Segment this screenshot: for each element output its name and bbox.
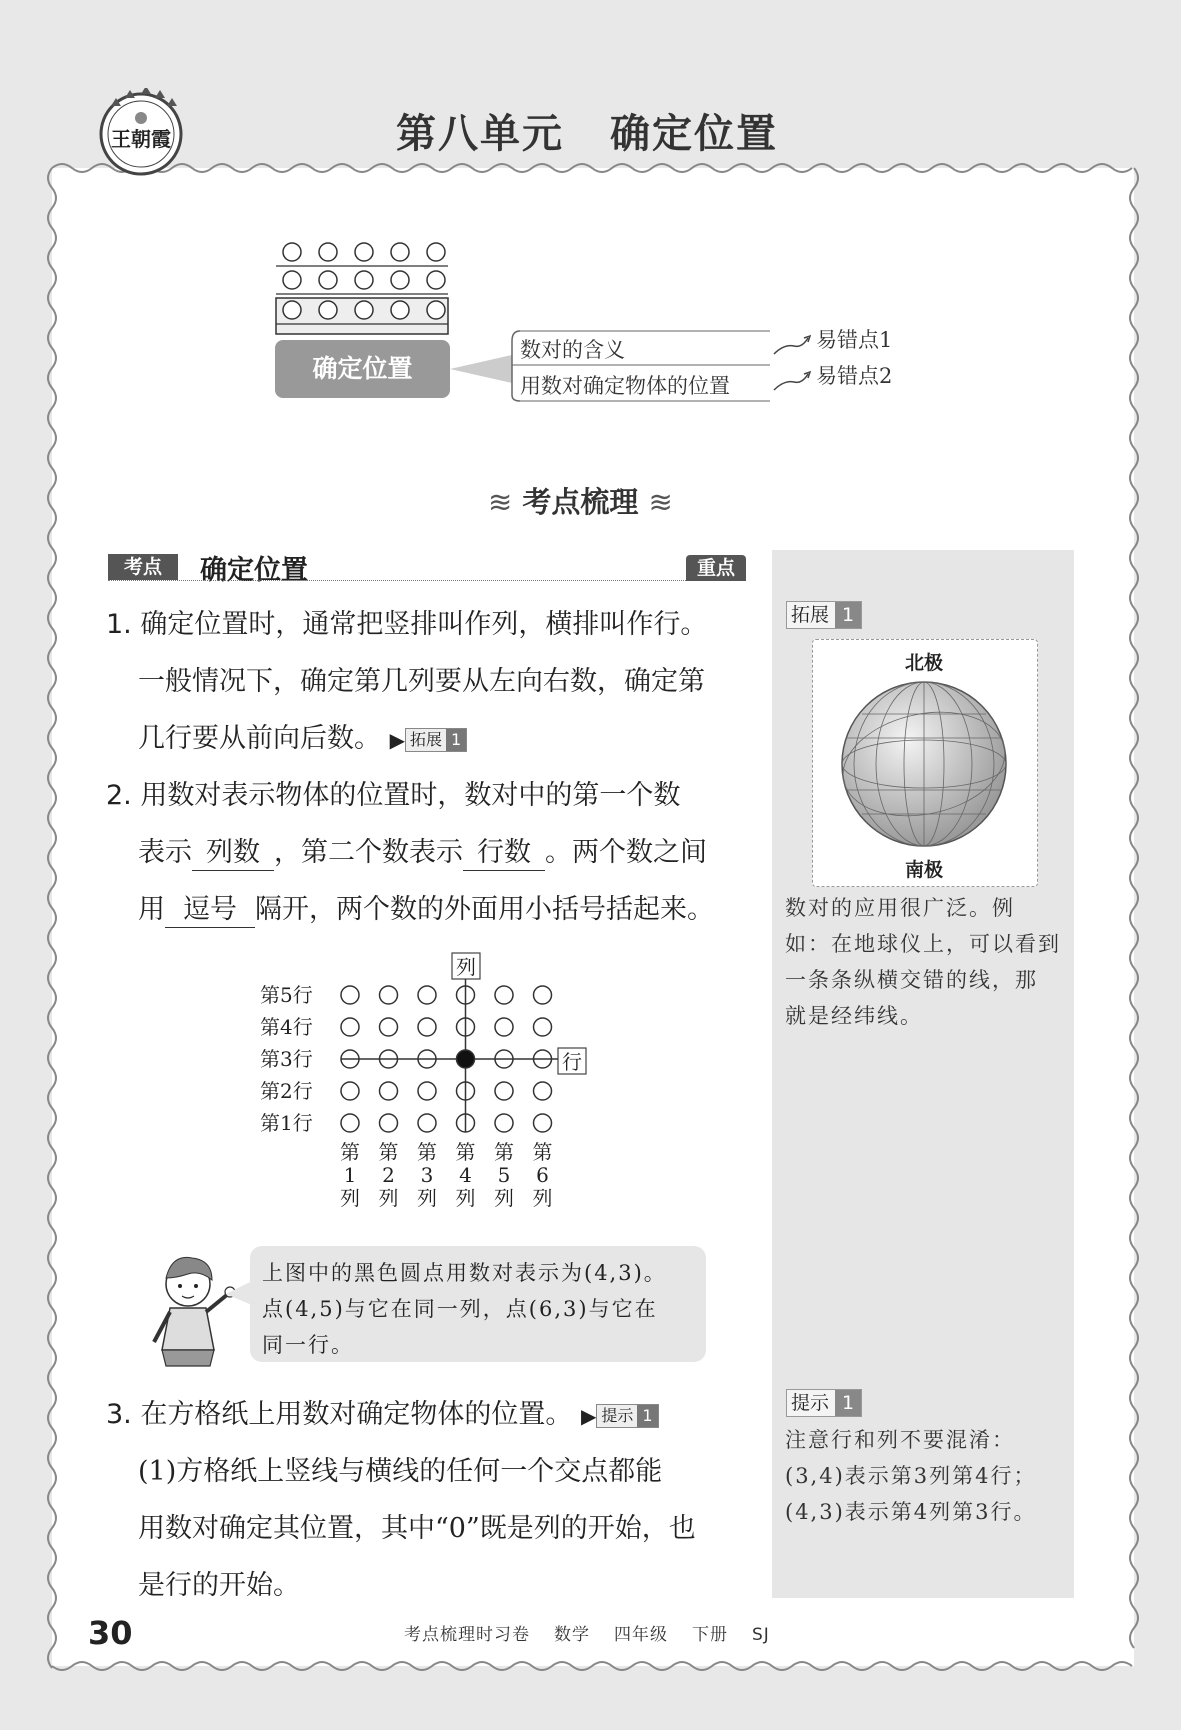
sidebar-extension-line-2: 如：在地球仪上，可以看到: [785, 932, 1061, 956]
ref-tip-1[interactable]: [596, 1404, 658, 1428]
column-label: 第: [378, 1140, 399, 1164]
section-title-text: 考点梳理: [522, 485, 639, 519]
column-axis-label: 列: [456, 955, 476, 979]
column-label: 第: [417, 1140, 437, 1164]
point-2-line-2: [106, 824, 707, 881]
seat-dot: [495, 1082, 513, 1100]
publisher-logo: [97, 88, 185, 176]
column-label: 列: [455, 1186, 476, 1210]
sidebar-tip-line-2: (3,4)表示第3列第4行；: [785, 1464, 1037, 1488]
answer-blank-2: 行数: [463, 836, 545, 871]
point-2-line-3: [106, 881, 714, 938]
sidebar-extension-label: 拓展: [791, 604, 830, 626]
row-label: 第1行: [260, 1111, 313, 1135]
point-2-text-2c: 。两个数之间: [545, 837, 707, 868]
globe-north-label: 北极: [904, 652, 943, 674]
point-1-number: 1.: [106, 609, 132, 640]
footer-edition: SJ: [752, 1625, 770, 1645]
seat-dot: [341, 1114, 359, 1132]
point-2-text-2a: 表示: [138, 837, 192, 868]
column-label: 列: [378, 1186, 399, 1210]
footer-volume: 下册: [692, 1625, 728, 1645]
point-3-number: 3.: [106, 1399, 132, 1430]
seat-dot: [495, 1114, 513, 1132]
speech-line-3: 同一行。: [262, 1333, 354, 1357]
students-illustration: [270, 240, 460, 340]
sidebar-tip-line-1: 注意行和列不要混淆：: [785, 1428, 1015, 1452]
seat-grid-figure: [260, 945, 600, 1220]
point-1-line-3: [106, 710, 467, 769]
seat-dot-highlighted: [457, 1050, 475, 1068]
importance-badge: 重点: [686, 555, 746, 581]
ref-tip-label: 提示: [601, 1405, 634, 1425]
globe-south-label: 南极: [904, 859, 943, 881]
mistake-point-1: 易错点1: [816, 328, 893, 352]
column-label: 列: [494, 1186, 514, 1210]
footer-info: [404, 1620, 794, 1645]
seat-dot: [534, 986, 552, 1004]
play-arrow-icon: ▶: [580, 1404, 597, 1428]
row-label: 第3行: [260, 1047, 313, 1071]
seat-dot: [495, 1018, 513, 1036]
seat-dot: [418, 1114, 436, 1132]
point-1-text-3: 几行要从前向后数。: [138, 723, 381, 754]
row-label: 第4行: [260, 1015, 313, 1039]
sidebar-extension-tag: [786, 601, 862, 629]
wave-right-icon: ≋: [648, 485, 673, 519]
column-label: 列: [532, 1186, 553, 1210]
speech-line-1: 上图中的黑色圆点用数对表示为(4,3)。: [262, 1261, 667, 1285]
point-2-text-3b: 隔开，两个数的外面用小括号括起来。: [255, 894, 714, 925]
seat-dot: [418, 1082, 436, 1100]
wave-left-icon: ≋: [488, 485, 513, 519]
mistake-arrows: [770, 328, 814, 398]
sidebar-tip-label: 提示: [791, 1392, 830, 1414]
footer-book: 考点梳理时习卷: [404, 1625, 530, 1645]
sidebar-extension-text: [785, 890, 1061, 1034]
sidebar-tip-num: 1: [835, 1390, 861, 1416]
sidebar-extension-line-4: 就是经纬线。: [785, 1004, 923, 1028]
seat-dot: [341, 1082, 359, 1100]
column-label: 2: [382, 1163, 395, 1187]
point-3-line-2: (1)方格纸上竖线与横线的任何一个交点都能: [138, 1456, 663, 1487]
seat-dot: [380, 1082, 398, 1100]
point-1-text-1: 确定位置时，通常把竖排叫作列，横排叫作行。: [140, 609, 708, 640]
column-label: 4: [459, 1163, 472, 1187]
concept-map-item-1: 数对的含义: [520, 338, 625, 362]
point-3-line-1: [106, 1386, 659, 1445]
point-2-text-3a: 用: [138, 894, 165, 925]
speech-text: [262, 1255, 667, 1363]
ref-extension-1[interactable]: [405, 728, 467, 752]
point-3-line-4: 是行的开始。: [138, 1570, 300, 1601]
column-label: 第: [340, 1140, 360, 1164]
seat-dot: [534, 1018, 552, 1036]
sidebar-extension-line-1: 数对的应用很广泛。例: [785, 896, 1015, 920]
row-label: 第2行: [260, 1079, 313, 1103]
title-unit: 第八单元: [396, 111, 564, 157]
seat-dot: [341, 986, 359, 1004]
footer-grade: 四年级: [614, 1625, 668, 1645]
mistake-point-2: 易错点2: [816, 364, 893, 388]
sidebar-tip-tag: [786, 1389, 862, 1417]
column-label: 3: [420, 1163, 434, 1187]
point-3-line-3: 用数对确定其位置，其中“0”既是列的开始，也: [138, 1513, 696, 1544]
logo-text: 王朝霞: [111, 127, 171, 151]
point-2-number: 2.: [106, 780, 132, 811]
seat-dot: [418, 1018, 436, 1036]
point-1-line-1: [106, 596, 707, 653]
point-2-text-1: 用数对表示物体的位置时，数对中的第一个数: [140, 780, 681, 811]
seat-dot: [534, 1114, 552, 1132]
row-axis-label: 行: [562, 1050, 582, 1074]
child-illustration: [140, 1250, 246, 1376]
column-label: 列: [340, 1186, 360, 1210]
seat-dot: [341, 1018, 359, 1036]
column-label: 第: [455, 1140, 476, 1164]
footer-subject: 数学: [554, 1625, 590, 1645]
column-label: 1: [343, 1163, 357, 1187]
seat-dot: [534, 1082, 552, 1100]
point-1-line-2: 一般情况下，确定第几列要从左向右数，确定第: [138, 666, 705, 697]
topic-title: 确定位置: [200, 555, 308, 586]
answer-blank-3: 逗号: [165, 893, 255, 928]
column-label: 列: [417, 1186, 437, 1210]
topic-divider: [108, 580, 746, 581]
seat-dot: [380, 1114, 398, 1132]
seat-dot: [380, 1018, 398, 1036]
seat-dot: [418, 986, 436, 1004]
point-3-text-1: 在方格纸上用数对确定物体的位置。: [140, 1399, 573, 1430]
globe-icon: [838, 678, 1010, 850]
sidebar-extension-num: 1: [835, 602, 861, 628]
ref-extension-num: 1: [446, 729, 466, 751]
topic-tag: 考点: [108, 554, 178, 580]
speech-line-2: 点(4,5)与它在同一列，点(6,3)与它在: [262, 1297, 658, 1321]
sidebar-extension-line-3: 一条条纵横交错的线，那: [785, 968, 1038, 992]
answer-blank-1: 列数: [192, 836, 274, 871]
seat-dot: [495, 986, 513, 1004]
ref-extension-label: 拓展: [409, 729, 442, 749]
column-label: 5: [497, 1163, 511, 1187]
sidebar-tip-text: [785, 1422, 1037, 1530]
column-label: 第: [494, 1140, 514, 1164]
title-topic: 确定位置: [610, 111, 778, 157]
sidebar-tip-line-3: (4,3)表示第4列第3行。: [785, 1500, 1037, 1524]
concept-map-root: 确定位置: [275, 340, 450, 398]
page-title: [396, 102, 778, 159]
column-label: 第: [532, 1140, 553, 1164]
column-label: 6: [536, 1163, 549, 1187]
seat-dot: [380, 986, 398, 1004]
speech-bubble-tail: [226, 1280, 254, 1310]
point-2-line-1: [106, 767, 680, 824]
ref-tip-num: 1: [637, 1405, 657, 1427]
row-label: 第5行: [260, 983, 313, 1007]
section-title: [488, 480, 673, 521]
page-number: 30: [88, 1614, 133, 1652]
play-arrow-icon: ▶: [389, 728, 405, 752]
concept-map-item-2: 用数对确定物体的位置: [520, 374, 730, 398]
point-2-text-2b: ，第二个数表示: [274, 837, 463, 868]
